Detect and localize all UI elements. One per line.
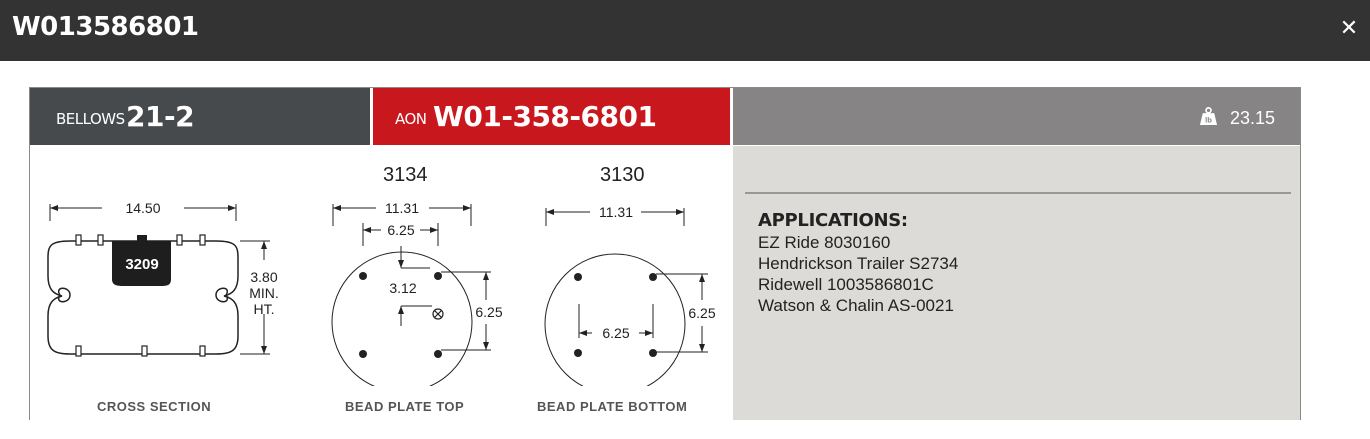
cross-section-caption: CROSS SECTION: [97, 399, 212, 414]
application-item: EZ Ride 8030160: [758, 233, 891, 252]
bead-plate-top-diameter: 11.31: [385, 200, 419, 216]
weight-lb-icon: [1199, 107, 1218, 126]
bead-plate-top-vertical-spacing: 6.25: [475, 304, 503, 320]
bead-plate-bottom-diagram: [538, 186, 733, 386]
cross-section-width: 14.50: [125, 200, 161, 216]
diagrams-panel: [30, 146, 733, 420]
bead-plate-top-diagram: [326, 186, 516, 386]
bead-plate-bottom-vertical-spacing: 6.25: [688, 305, 716, 321]
bumper-block: [112, 235, 171, 286]
application-item: Watson & Chalin AS-0021: [758, 296, 954, 315]
svg-text:lb: lb: [1205, 115, 1212, 125]
weight-value: 23.15: [1230, 108, 1276, 128]
aon-part-number: W01-358-6801: [433, 100, 657, 133]
cross-section-min-label: MIN.: [249, 285, 279, 301]
cross-section-height: 3.80: [250, 269, 278, 285]
application-item: Hendrickson Trailer S2734: [758, 254, 959, 273]
bead-plate-top-number: 3134: [383, 164, 428, 186]
bead-plate-bottom-holes: [574, 273, 657, 357]
applications-panel: [733, 146, 1300, 420]
bead-plate-bottom-number: 3130: [600, 164, 645, 186]
title-bar: [0, 0, 1370, 61]
bellows-header: [30, 88, 370, 145]
product-card: [29, 87, 1301, 420]
cross-section-diagram: [40, 186, 300, 366]
weight-header: [733, 88, 1300, 145]
close-icon[interactable]: ✕: [1339, 16, 1359, 41]
bead-plate-top-offset: 3.12: [389, 280, 417, 296]
applications-list: [758, 210, 958, 316]
bumper-part-number: 3209: [125, 256, 159, 273]
bead-plate-top-inner-spacing: 6.25: [387, 222, 415, 238]
application-item: Ridewell 1003586801C: [758, 275, 934, 294]
applications-heading: APPLICATIONS:: [758, 210, 908, 231]
bellows-label: BELLOWS: [56, 110, 125, 128]
bellows-value: 21-2: [126, 100, 195, 133]
bead-plate-bottom-diameter: 11.31: [599, 204, 633, 220]
bead-plate-top-caption: BEAD PLATE TOP: [345, 399, 465, 414]
applications-divider: [745, 192, 1291, 194]
window-title: W013586801: [12, 12, 199, 42]
aon-label: AON: [395, 110, 427, 128]
cross-section-ht-label: HT.: [253, 301, 275, 317]
bead-plate-bottom-caption: BEAD PLATE BOTTOM: [537, 399, 688, 414]
aon-header: [373, 88, 730, 145]
bead-plate-bottom-inner-spacing: 6.25: [602, 325, 630, 341]
